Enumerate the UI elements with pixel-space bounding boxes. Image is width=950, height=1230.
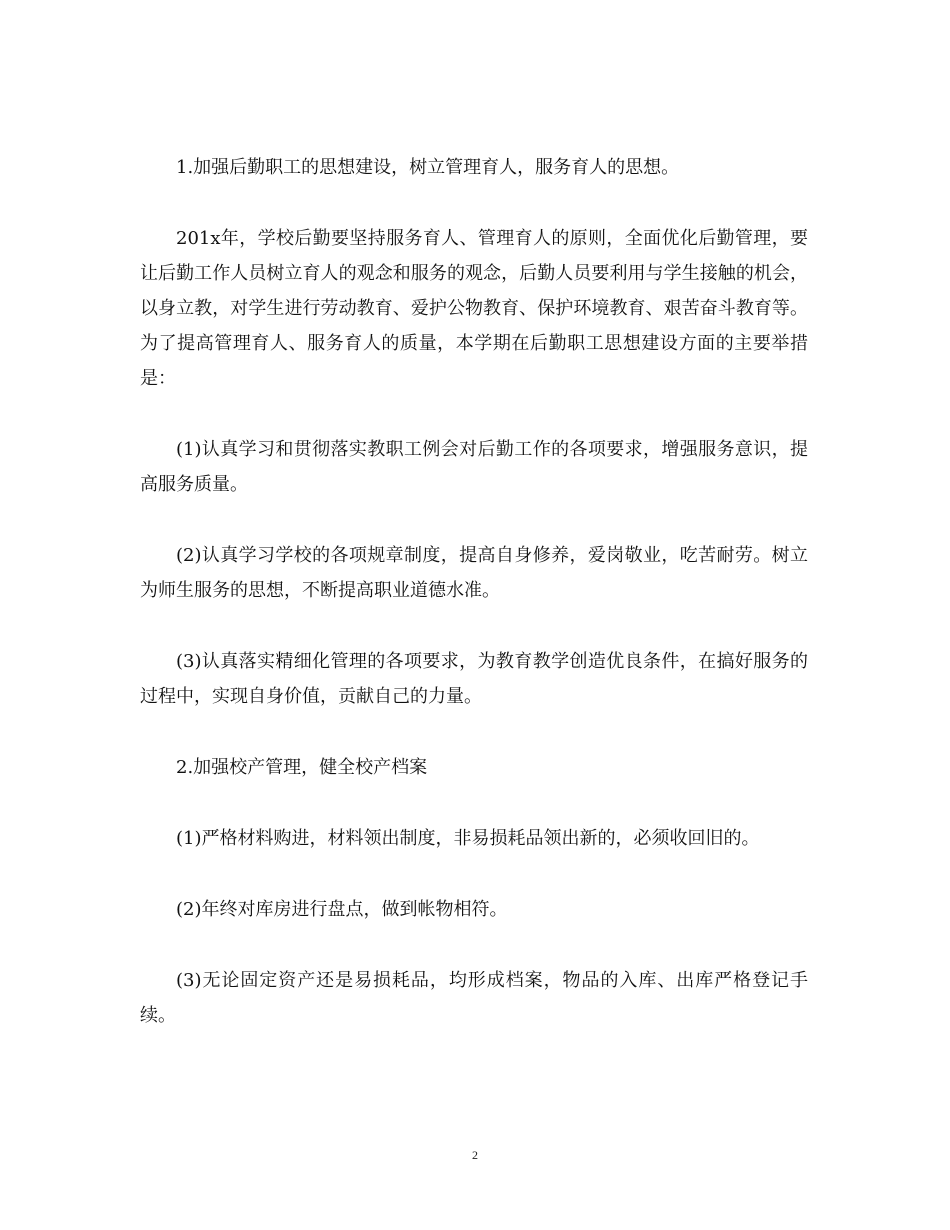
paragraph-asset-item-3: (3)无论固定资产还是易损耗品，均形成档案，物品的入库、出库严格登记手续。 — [140, 970, 808, 1026]
page-number: 2 — [472, 1148, 478, 1162]
paragraph-intro: 201x年，学校后勤要坚持服务育人、管理育人的原则，全面优化后勤管理，要让后勤工作人员树立育人的观念和服务的观念，后勤人员要利用与学生接触的机会，以身立教，对学生进行劳动教育、爱护公物教育、保护环境教育、艰苦奋斗教育等。为了提高管理育人、服务育人的质量，本学期在后勤职工思想建设方面的主要举措是： — [140, 228, 808, 389]
paragraph-asset-item-1: (1)严格材料购进，材料领出制度，非易损耗品领出新的，必须收回旧的。 — [176, 828, 760, 849]
paragraph-heading-1: 1.加强后勤职工的思想建设，树立管理育人，服务育人的思想。 — [176, 157, 680, 178]
paragraph-asset-item-2: (2)年终对库房进行盘点，做到帐物相符。 — [176, 899, 508, 920]
document-body — [140, 150, 808, 1033]
paragraph-item-2: (2)认真学习学校的各项规章制度，提高自身修养，爱岗敬业，吃苦耐劳。树立为师生服务的思想，不断提高职业道德水准。 — [140, 545, 808, 601]
paragraph-item-3: (3)认真落实精细化管理的各项要求，为教育教学创造优良条件，在搞好服务的过程中，实现自身价值，贡献自己的力量。 — [140, 651, 808, 707]
paragraph-item-1: (1)认真学习和贯彻落实教职工例会对后勤工作的各项要求，增强服务意识，提高服务质量。 — [140, 439, 808, 495]
paragraph-heading-2: 2.加强校产管理，健全校产档案 — [176, 757, 428, 778]
